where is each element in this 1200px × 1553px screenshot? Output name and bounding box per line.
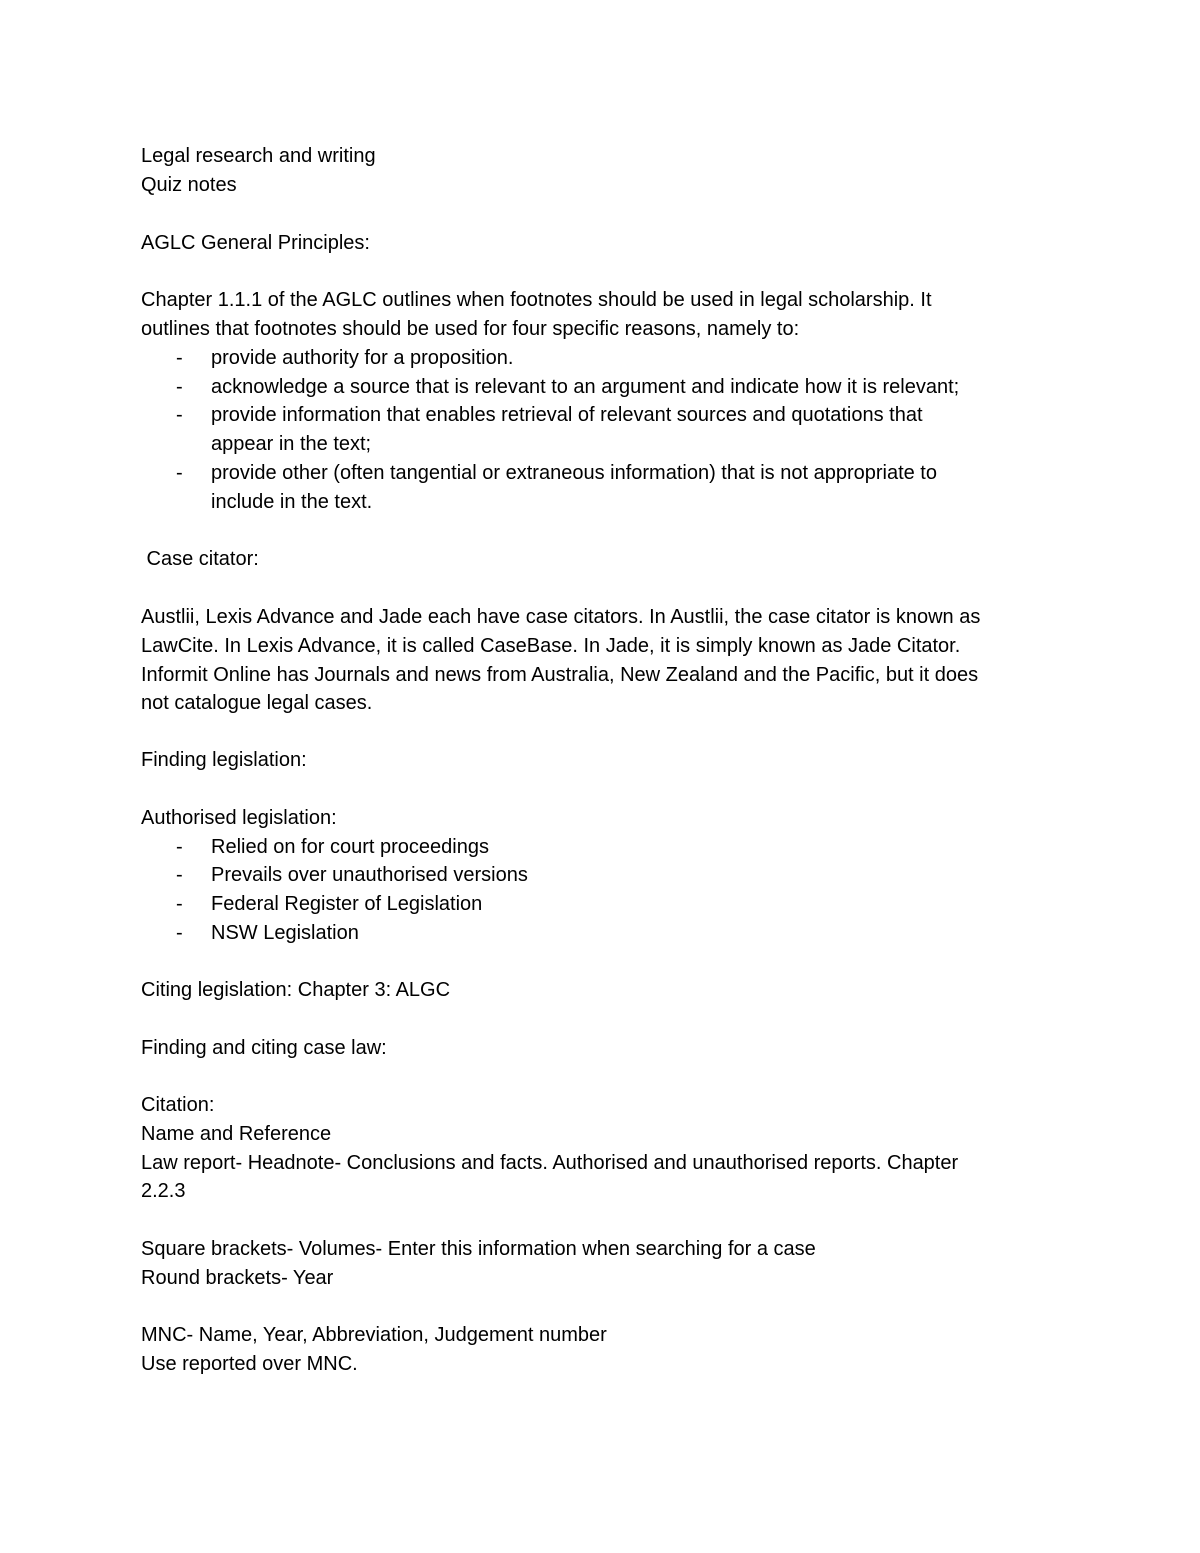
document-subtitle: Quiz notes	[141, 174, 237, 196]
bullet-marker: -	[176, 864, 183, 886]
law-report-line: 2.2.3	[141, 1180, 186, 1202]
square-brackets-line: Square brackets- Volumes- Enter this information when searching for a case	[141, 1238, 816, 1260]
case-citator-line: not catalogue legal cases.	[141, 692, 373, 714]
case-citator-line: LawCite. In Lexis Advance, it is called CaseBase. In Jade, it is simply known as Jade Citator.	[141, 635, 961, 657]
list-item-continuation: include in the text.	[211, 491, 373, 513]
bullet-marker: -	[176, 893, 183, 915]
bullet-marker: -	[176, 376, 183, 398]
round-brackets-line: Round brackets- Year	[141, 1267, 334, 1289]
case-citator-heading: Case citator:	[141, 548, 259, 570]
finding-legislation-heading: Finding legislation:	[141, 749, 307, 771]
aglc-heading: AGLC General Principles:	[141, 232, 370, 254]
list-item: Federal Register of Legislation	[211, 893, 483, 915]
bullet-marker: -	[176, 404, 183, 426]
use-reported-line: Use reported over MNC.	[141, 1353, 358, 1375]
list-item: acknowledge a source that is relevant to an argument and indicate how it is relevant;	[211, 376, 960, 398]
law-report-line: Law report- Headnote- Conclusions and facts. Authorised and unauthorised reports. Chapter	[141, 1152, 959, 1174]
list-item-continuation: appear in the text;	[211, 433, 372, 455]
list-item: provide information that enables retrieval of relevant sources and quotations that	[211, 404, 923, 426]
citing-legislation-line: Citing legislation: Chapter 3: ALGC	[141, 979, 451, 1001]
mnc-line: MNC- Name, Year, Abbreviation, Judgement number	[141, 1324, 607, 1346]
bullet-marker: -	[176, 347, 183, 369]
citation-heading: Citation:	[141, 1094, 215, 1116]
list-item: provide other (often tangential or extraneous information) that is not appropriate to	[211, 462, 937, 484]
list-item: NSW Legislation	[211, 922, 359, 944]
list-item: provide authority for a proposition.	[211, 347, 514, 369]
aglc-intro-line: outlines that footnotes should be used for four specific reasons, namely to:	[141, 318, 800, 340]
document-title: Legal research and writing	[141, 145, 376, 167]
list-item: Prevails over unauthorised versions	[211, 864, 528, 886]
case-law-heading: Finding and citing case law:	[141, 1037, 387, 1059]
aglc-intro-line: Chapter 1.1.1 of the AGLC outlines when footnotes should be used in legal scholarship. It	[141, 289, 932, 311]
case-citator-line: Austlii, Lexis Advance and Jade each have case citators. In Austlii, the case citator is known as	[141, 606, 981, 628]
authorised-heading: Authorised legislation:	[141, 807, 337, 829]
bullet-marker: -	[176, 922, 183, 944]
bullet-marker: -	[176, 836, 183, 858]
list-item: Relied on for court proceedings	[211, 836, 489, 858]
name-reference-line: Name and Reference	[141, 1123, 332, 1145]
case-citator-line: Informit Online has Journals and news from Australia, New Zealand and the Pacific, but it does	[141, 664, 979, 686]
bullet-marker: -	[176, 462, 183, 484]
